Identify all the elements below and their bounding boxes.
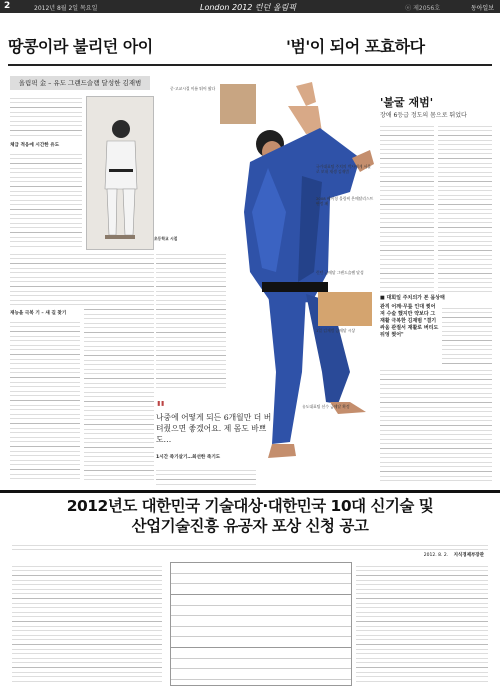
caption-photo5: 유도대표팀 선수 금메달 확정 [302, 404, 350, 409]
article-col1-text-bottom [10, 318, 80, 482]
caption-photo3: 2008 베이징 올림픽 은메달리스트 판정 패 [316, 196, 374, 207]
sidebar-text-col1 [380, 122, 434, 292]
article-subhead-1: 체급 적응에 시간한 유도 [10, 143, 60, 148]
sidebar-box-title: ■ 대회일 주치의가 본 몸상태 [380, 295, 445, 301]
caption-medal: 1일 김재범 금메달 시상 [316, 328, 356, 333]
kid-photo-caption: 초등학교 시절 [154, 236, 178, 241]
kid-figure-graphic [87, 97, 153, 249]
caption-photo2: 국가대표팀 주치의 박사에게 서울로 보내 재생 김재범 [316, 164, 371, 175]
page-number: 2 [4, 1, 11, 11]
ad-body-table [170, 562, 352, 686]
quote-mark: " [156, 398, 166, 419]
headline-left: 땅콩이라 불리던 아이 [8, 37, 153, 56]
photo-thumb-1 [220, 84, 256, 124]
ad-title [8, 496, 492, 536]
kid-photo [86, 96, 154, 250]
ad-title-line-2: 산업기술진흥 유공자 포상 신청 공고 [131, 517, 369, 535]
ad-organizer: 지식경제부장관 [453, 553, 484, 558]
sidebar-text-col3 [442, 304, 492, 364]
issue-number: ⓔ 제2056호 [405, 5, 440, 12]
ad-body-col3 [356, 562, 488, 684]
medal-photo [318, 292, 372, 326]
judo-athlete-photo [210, 72, 380, 484]
caption-photo1: 중·고교시절 이름 뛰어 왔다 [170, 86, 216, 91]
article-subhead-2: 재능을 극복 기 – 새 길 찾기 [10, 311, 67, 316]
section-label: London 2012 런던 올림픽 [200, 3, 297, 12]
ad-intro-text [12, 541, 488, 551]
issue-date: 2012년 8월 2일 목요일 [34, 5, 98, 12]
ad-title-line-1: 2012년도 대한민국 기술대상·대한민국 10대 신기술 및 [66, 497, 434, 515]
sidebar-box-text: 관직 어깨·무릎 인대 찢어져 수술 했지만 약보다 그 재활 극복한 김재범 "결기 싸움 관절서 재활로 버티도 뒤엉 찢어" [380, 304, 439, 338]
article-col2-text [84, 250, 154, 480]
sidebar-title: '불굴 재범' [380, 96, 434, 109]
article-subhead-3: 1시간 죽기살기…최선한 죽기도 [156, 455, 221, 460]
athlete-figure-graphic [210, 72, 380, 484]
headline-rule [8, 64, 492, 66]
ad-date [424, 552, 484, 558]
sidebar-text-col2 [438, 122, 492, 292]
sidebar-text-lower [380, 366, 492, 484]
article-tag: 올림픽 金 – 유도 그랜드슬램 달성한 김재범 [10, 76, 150, 90]
ad-body-col1 [12, 562, 162, 684]
publisher-name: 동아일보 [470, 5, 494, 12]
ad-date-value: 2012. 8. 2. [423, 553, 449, 558]
article-col1-text-top [10, 94, 82, 138]
page-header [0, 0, 500, 13]
sidebar-subtitle: 장애 6등급 정도의 몸으로 뛰었다 [380, 112, 467, 119]
caption-photo4: 런던 금메달 그랜드슬램 달성 [316, 270, 364, 275]
headline-right: '범'이 되어 포효하다 [286, 37, 425, 56]
pull-quote: 나중에 어떻게 되든 6개월만 더 버텨줬으면 좋겠어요. 제 몸도 바쁘도… [156, 413, 272, 444]
